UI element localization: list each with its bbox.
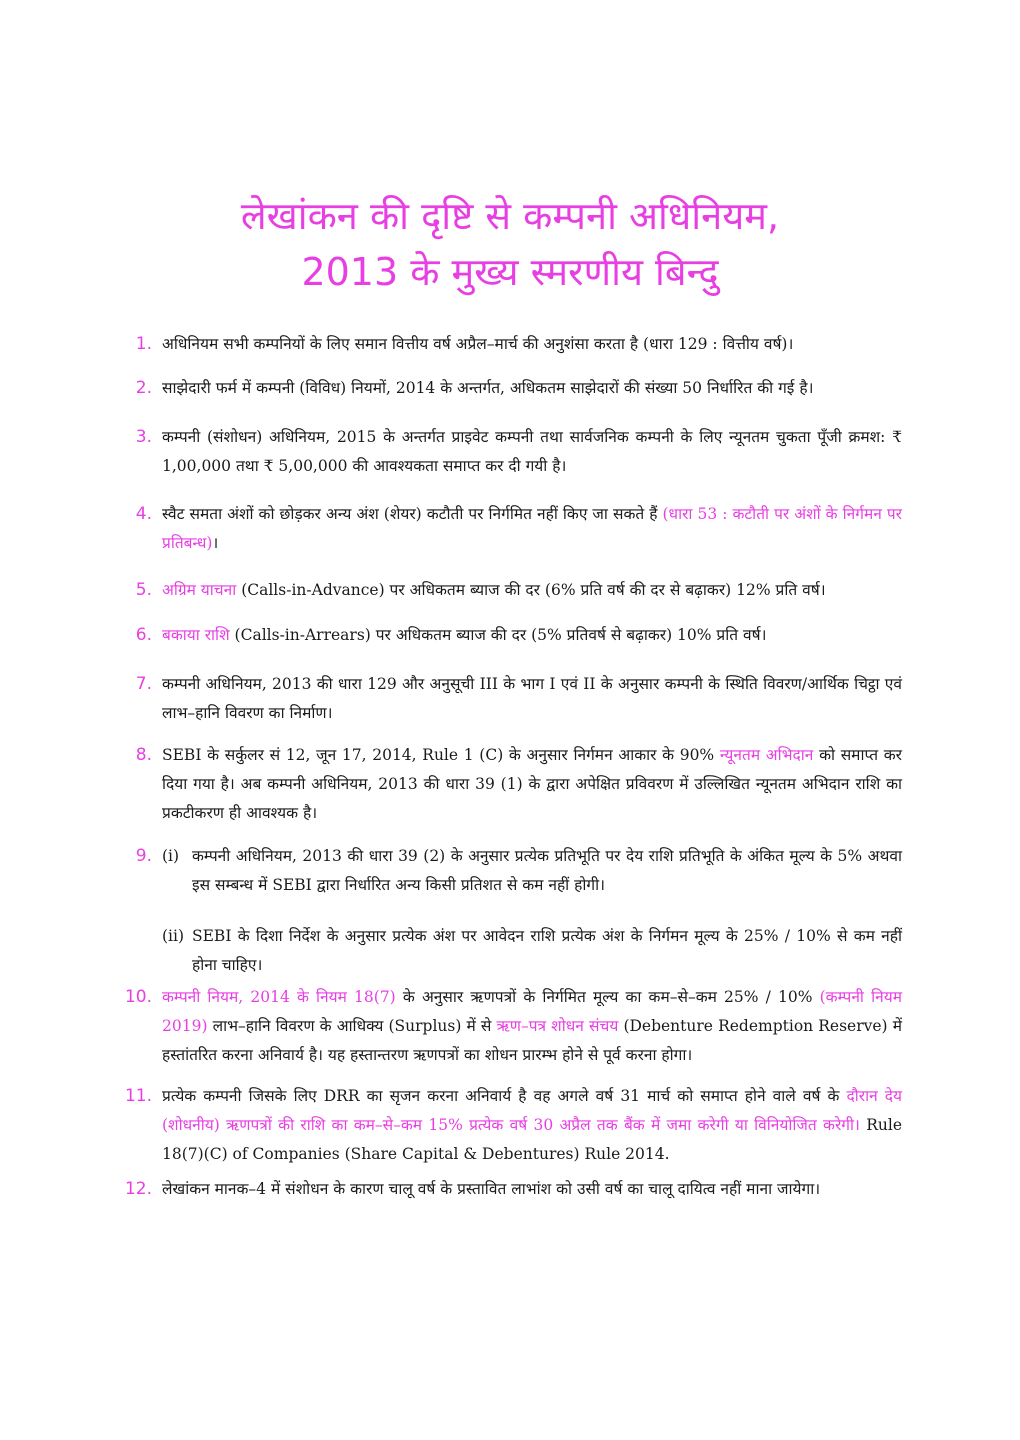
item-text-part: (Calls-in-Arrears) पर अधिकतम ब्याज की दर (5% प्रतिवर्ष से बढ़ाकर) 10% प्रति वर्ष। xyxy=(234,626,767,644)
rule-citation: Rule 18(7)(C) of Companies (Share Capital & Debentures) Rule 2014. xyxy=(162,1116,902,1163)
item-text xyxy=(162,1082,902,1169)
list-item-7 xyxy=(110,670,902,728)
highlight-term: न्यूनतम अभिदान xyxy=(719,746,814,764)
section-reference: (धारा 53 : कटौती पर अंशों के निर्गमन पर प्रतिबन्ध) xyxy=(162,505,902,552)
item-text-part: प्रत्येक कम्पनी जिसके लिए DRR का सृजन करना अनिवार्य है वह अगले वर्ष 31 मार्च को समाप्त होने वाले वर्ष के xyxy=(162,1087,840,1105)
sub-item-label: (i) xyxy=(162,847,180,865)
list-item-10 xyxy=(110,983,902,1070)
list-item-9 xyxy=(110,842,902,980)
highlight-term: बकाया राशि xyxy=(162,626,230,644)
item-number: 12. xyxy=(124,1179,152,1199)
list-item-2 xyxy=(110,374,902,403)
list-item-11 xyxy=(110,1082,902,1169)
item-number: 8. xyxy=(135,745,152,765)
title-line-1: लेखांकन की दृष्टि से कम्पनी अधिनियम, xyxy=(240,194,780,238)
highlight-text: दौरान देय (शोधनीय) ऋणपत्रों की राशि का कम–से–कम 15% प्रत्येक वर्ष 30 अप्रैल तक बैंक में जमा करेगी या विनियोजित करेगी। xyxy=(162,1087,902,1134)
item-text xyxy=(162,741,902,828)
item-text: अधिनियम सभी कम्पनियों के लिए समान वित्तीय वर्ष अप्रैल–मार्च की अनुशंसा करता है (धारा 129 : वित्तीय वर्ष)। xyxy=(162,335,794,353)
list-item-4 xyxy=(110,500,902,558)
item-text-part: (Calls-in-Advance) पर अधिकतम ब्याज की दर (6% प्रति वर्ष की दर से बढ़ाकर) 12% प्रति वर्ष। xyxy=(241,581,826,599)
item-text-part: (Debenture Redemption Reserve) में हस्तांतरित करना अनिवार्य है। यह हस्तान्तरण ऋणपत्रों का शोधन प्रारम्भ होने से पूर्व करना होगा। xyxy=(162,1017,902,1064)
item-number: 10. xyxy=(124,987,152,1007)
item-text-part: SEBI के सर्कुलर सं 12, जून 17, 2014, Rule 1 (C) के अनुसार निर्गमन आकार के 90% xyxy=(162,746,715,764)
item-text xyxy=(162,576,902,605)
item-number: 9. xyxy=(135,846,152,866)
page-title xyxy=(100,188,920,300)
item-text-part: लाभ–हानि विवरण के आधिक्य (Surplus) में से xyxy=(212,1017,492,1035)
item-text-part: स्वैट समता अंशों को छोड़कर अन्य अंश (शेयर) कटौती पर निर्गमित नहीं किए जा सकते हैं xyxy=(162,505,658,523)
sub-item-1 xyxy=(162,842,902,900)
item-number: 7. xyxy=(135,674,152,694)
item-text: कम्पनी (संशोधन) अधिनियम, 2015 के अन्तर्गत प्राइवेट कम्पनी तथा सार्वजनिक कम्पनी के लिए न्यूनतम चुकता पूँजी क्रमश: ₹ 1,00,000 तथा ₹ 5,00,000 की आवश्यकता समाप्त कर दी गयी है। xyxy=(162,428,902,475)
item-number: 5. xyxy=(135,580,152,600)
item-text xyxy=(162,621,902,650)
rule-reference: (कम्पनी नियम 2019) xyxy=(162,988,902,1035)
item-text-part: के अनुसार ऋणपत्रों के निर्गमित मूल्य का कम–से–कम 25% / 10% xyxy=(402,988,813,1006)
item-number: 4. xyxy=(135,504,152,524)
list-item-8 xyxy=(110,741,902,828)
item-text: लेखांकन मानक–4 में संशोधन के कारण चालू वर्ष के प्रस्तावित लाभांश को उसी वर्ष का चालू दायित्व नहीं माना जायेगा। xyxy=(162,1180,821,1198)
item-text xyxy=(162,842,902,980)
item-number: 11. xyxy=(124,1086,152,1106)
rule-reference: कम्पनी नियम, 2014 के नियम 18(7) xyxy=(162,988,396,1006)
item-number: 2. xyxy=(135,378,152,398)
list-item-3 xyxy=(110,423,902,481)
item-number: 1. xyxy=(135,334,152,354)
list-item-6 xyxy=(110,621,902,650)
item-text xyxy=(162,983,902,1070)
item-number: 3. xyxy=(135,427,152,447)
item-text: कम्पनी अधिनियम, 2013 की धारा 129 और अनुसूची III के भाग I एवं II के अनुसार कम्पनी के स्थिति विवरण/आर्थिक चिट्ठा एवं लाभ–हानि विवरण का निर्माण। xyxy=(162,675,902,722)
item-text: साझेदारी फर्म में कम्पनी (विविध) नियमों, 2014 के अन्तर्गत, अधिकतम साझेदारों की संख्या 50 निर्धारित की गई है। xyxy=(162,379,814,397)
sub-item-text: कम्पनी अधिनियम, 2013 की धारा 39 (2) के अनुसार प्रत्येक प्रतिभूति पर देय राशि प्रतिभूति के अंकित मूल्य के 5% अथवा इस सम्बन्ध में SEBI द्वारा निर्धारित अन्य किसी प्रतिशत से कम नहीं होगी। xyxy=(192,847,902,894)
list-item-1 xyxy=(110,330,902,359)
highlight-term: ऋण–पत्र शोधन संचय xyxy=(496,1017,619,1035)
sub-item-label: (ii) xyxy=(162,927,185,945)
sub-item-text: SEBI के दिशा निर्देश के अनुसार प्रत्येक अंश पर आवेदन राशि प्रत्येक अंश के निर्गमन मूल्य के 25% / 10% से कम नहीं होना चाहिए। xyxy=(192,927,902,974)
sub-item-2 xyxy=(162,922,902,980)
item-text xyxy=(162,500,902,558)
item-number: 6. xyxy=(135,625,152,645)
item-text-end: । xyxy=(212,534,219,552)
list-item-5 xyxy=(110,576,902,605)
highlight-term: अग्रिम याचना xyxy=(162,581,237,599)
list-item-12 xyxy=(110,1175,902,1204)
title-line-2: 2013 के मुख्य स्मरणीय बिन्दु xyxy=(301,250,719,294)
item-text-part: को समाप्त कर दिया गया है। अब कम्पनी अधिनियम, 2013 की धारा 39 (1) के द्वारा अपेक्षित प्रविवरण में उल्लिखित न्यूनतम अभिदान राशि का प्रकटीकरण ही आवश्यक है। xyxy=(162,746,903,822)
